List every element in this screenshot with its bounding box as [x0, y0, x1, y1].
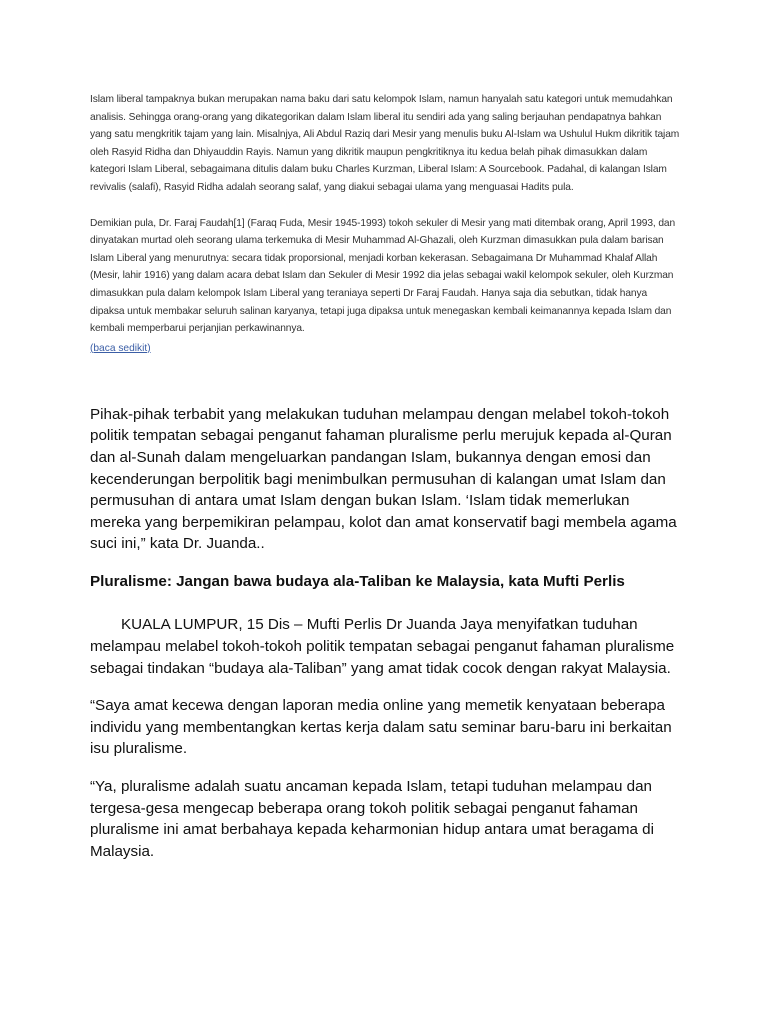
- article-heading: Pluralisme: Jangan bawa budaya ala-Taliban ke Malaysia, kata Mufti Perlis: [90, 572, 625, 590]
- document-page: [90, 91, 680, 862]
- read-more-link[interactable]: (baca sedikit): [90, 342, 151, 354]
- body-paragraph: “Saya amat kecewa dengan laporan media online yang memetik kenyataan beberapa individu yang membentangkan kertas kerja dalam satu seminar baru-baru ini berkaitan isu pluralisme.: [90, 697, 672, 758]
- body-paragraph: “Ya, pluralisme adalah suatu ancaman kepada Islam, tetapi tuduhan melampau dan tergesa-gesa mengecap beberapa orang tokoh politik sebagai penganut fahaman pluralisme ini amat berbahaya kepada keharmonian hidup antara umat beragama di Malaysia.: [90, 778, 654, 860]
- body-paragraph: KUALA LUMPUR, 15 Dis – Mufti Perlis Dr Juanda Jaya menyifatkan tuduhan melampau melabel tokoh-tokoh politik tempatan sebagai penganut fahaman pluralisme sebagai tindakan “budaya ala-Taliban” yang amat tidak cocok dengan rakyat Malaysia.: [90, 616, 675, 677]
- body-paragraph: Pihak-pihak terbabit yang melakukan tuduhan melampau dengan melabel tokoh-tokoh politik tempatan sebagai penganut fahaman pluralisme perlu merujuk kepada al-Quran dan al-Sunah dalam mengeluarkan pandangan Islam, bukannya dengan emosi dan kecenderungan berpolitik bagi menimbulkan permusuhan di kalangan umat Islam dan permusuhan di antara umat Islam dengan bukan Islam. ‘Islam tidak memerlukan mereka yang berpemikiran pelampau, kolot dan amat konservatif bagi membela agama suci ini,” kata Dr. Juanda..: [90, 405, 677, 553]
- intro-paragraph: Islam liberal tampaknya bukan merupakan nama baku dari satu kelompok Islam, namun hanyalah satu kategori untuk memudahkan analisis. Sehingga orang-orang yang dikategorikan dalam Islam liberal itu sendiri ada yang saling berjauhan pendapatnya bahkan yang satu mengkritik tajam yang lain. Misalnjya, Ali Abdul Raziq dari Mesir yang menulis buku Al-Islam wa Ushulul Hukm dikritik tajam oleh Rasyid Ridha dan Dhiyauddin Rayis. Namun yang dikritik maupun pengkritiknya itu kedua belah pihak dimasukkan dalam kategori Islam Liberal, sebagaimana ditulis dalam buku Charles Kurzman, Liberal Islam: A Sourcebook. Padahal, di kalangan Islam revivalis (salafi), Rasyid Ridha adalah seorang salaf, yang diakui sebagai ulama yang menguasai Hadits pula.: [90, 94, 680, 193]
- intro-paragraph: Demikian pula, Dr. Faraj Faudah[1] (Faraq Fuda, Mesir 1945-1993) tokoh sekuler di Mesir yang mati ditembak orang, April 1993, dan dinyatakan murtad oleh seorang ulama terkemuka di Mesir Muhammad Al-Ghazali, oleh Kurzman dimasukkan pula dalam barisan Islam Liberal yang menurutnya: secara tidak proporsional, menjadi korban kekerasan. Sebagaimana Dr Muhammad Khalaf Allah (Mesir, lahir 1916) yang dalam acara debat Islam dan Sekuler di Mesir 1992 dia jelas sebagai wakil kelompok sekuler, oleh Kurzman dimasukkan pula dalam kelompok Islam Liberal yang teraniaya seperti Dr Faraj Faudah. Hanya saja dia sebutkan, tidak hanya dipaksa untuk membakar seluruh salinan karyanya, tetapi juga dipaksa untuk menegaskan kembali keimanannya kepada Islam dan kembali memperbarui perjanjian perkawinannya.: [90, 217, 676, 335]
